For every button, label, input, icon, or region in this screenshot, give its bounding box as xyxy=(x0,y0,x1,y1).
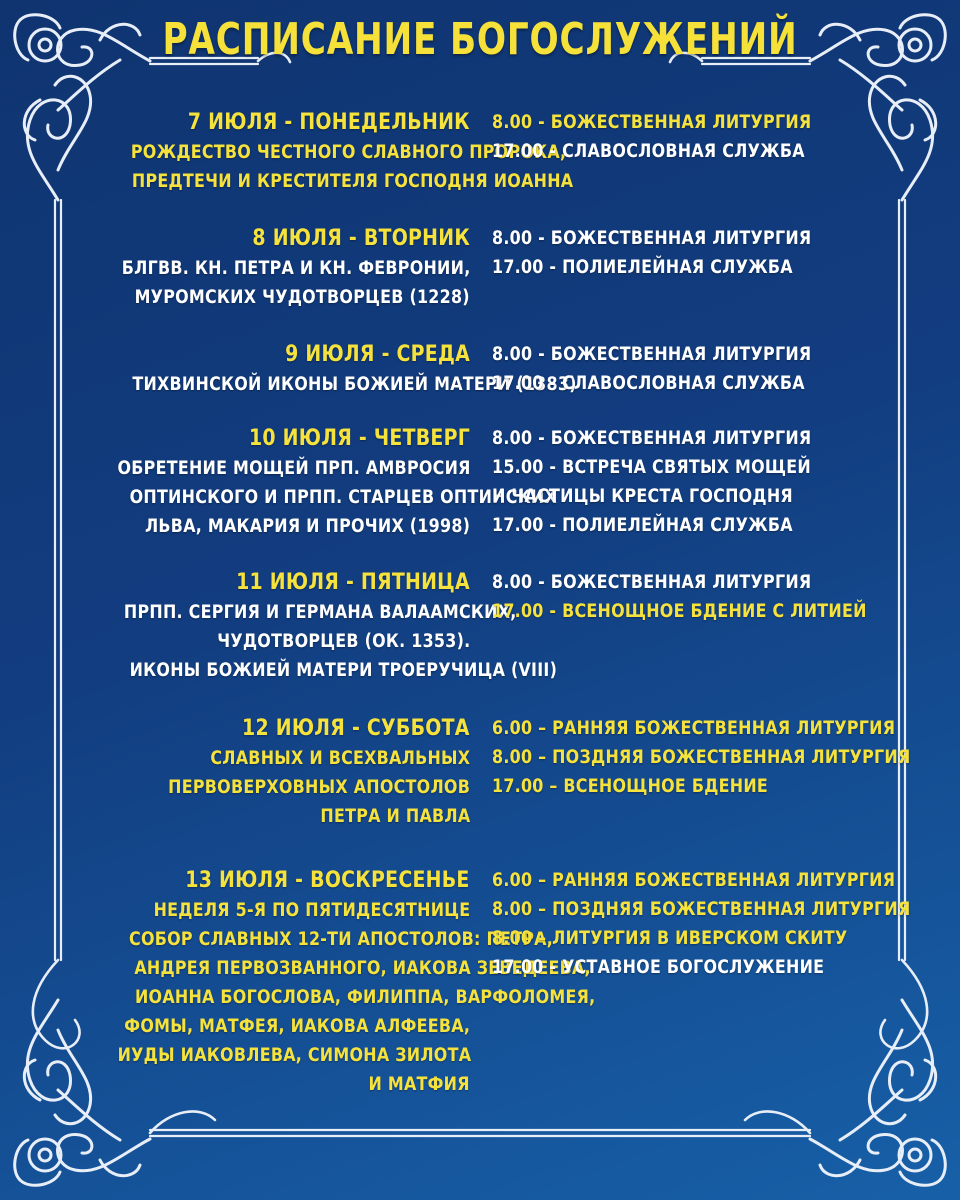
day-description-line: ПЕТРА И ПАВЛА xyxy=(319,806,470,827)
day-description-line: ПЕРВОВЕРХОВНЫХ АПОСТОЛОВ xyxy=(168,777,470,798)
service-line: 17.00 - ВСЕНОЩНОЕ БДЕНИЕ С ЛИТИЕЙ xyxy=(492,601,867,622)
day-description-line: НЕДЕЛЯ 5-Я ПО ПЯТИДЕСЯТНИЦЕ xyxy=(153,900,470,921)
day-description-line: ТИХВИНСКОЙ ИКОНЫ БОЖИЕЙ МАТЕРИ (1383) xyxy=(132,374,577,395)
service-line: 8.00 – ПОЗДНЯЯ БОЖЕСТВЕННАЯ ЛИТУРГИЯ xyxy=(492,747,911,768)
day-description-line: РОЖДЕСТВО ЧЕСТНОГО СЛАВНОГО ПРОРОКА, xyxy=(130,142,567,163)
day-date: 12 ИЮЛЯ - СУББОТА xyxy=(242,716,470,741)
service-line: 8.00 – ПОЗДНЯЯ БОЖЕСТВЕННАЯ ЛИТУРГИЯ xyxy=(492,899,911,920)
day-description-line: И МАТФИЯ xyxy=(368,1074,470,1095)
day-description-line: ОПТИНСКОГО И ПРПП. СТАРЦЕВ ОПТИНСКИХ xyxy=(129,487,558,508)
day-description-line: ИКОНЫ БОЖИЕЙ МАТЕРИ ТРОЕРУЧИЦА (VIII) xyxy=(129,660,558,681)
service-line: 17.00 - СЛАВОСЛОВНАЯ СЛУЖБА xyxy=(492,373,805,394)
service-line: 15.00 - ВСТРЕЧА СВЯТЫХ МОЩЕЙ xyxy=(492,457,811,478)
day-date: 7 ИЮЛЯ - ПОНЕДЕЛЬНИК xyxy=(188,110,470,135)
day-description-line: МУРОМСКИХ ЧУДОТВОРЦЕВ (1228) xyxy=(134,287,470,308)
day-description-line: ОБРЕТЕНИЕ МОЩЕЙ ПРП. АМВРОСИЯ xyxy=(117,458,471,479)
service-line: 17.00 – ВСЕНОЩНОЕ БДЕНИЕ xyxy=(492,776,769,797)
day-description-line: ИУДЫ ИАКОВЛЕВА, СИМОНА ЗИЛОТА xyxy=(117,1045,472,1066)
service-line: 6.00 – РАННЯЯ БОЖЕСТВЕННАЯ ЛИТУРГИЯ xyxy=(492,870,896,891)
service-line: 8.00 - БОЖЕСТВЕННАЯ ЛИТУРГИЯ xyxy=(492,344,812,365)
service-line: 17.00 - СЛАВОСЛОВНАЯ СЛУЖБА xyxy=(492,141,805,162)
day-description-line: ПРЕДТЕЧИ И КРЕСТИТЕЛЯ ГОСПОДНЯ ИОАННА xyxy=(131,171,574,192)
page-title: РАСПИСАНИЕ БОГОСЛУЖЕНИЙ xyxy=(162,14,798,65)
day-description-line: ИОАННА БОГОСЛОВА, ФИЛИППА, ВАРФОЛОМЕЯ, xyxy=(134,987,596,1008)
day-date: 8 ИЮЛЯ - ВТОРНИК xyxy=(252,226,470,251)
day-description-line: ПРПП. СЕРГИЯ И ГЕРМАНА ВАЛААМСКИХ, xyxy=(123,602,517,623)
service-line: 8.00 - БОЖЕСТВЕННАЯ ЛИТУРГИЯ xyxy=(492,572,812,593)
day-description-line: АНДРЕЯ ПЕРВОЗВАННОГО, ИАКОВА ЗЕВЕДЕЕВА, xyxy=(134,958,591,979)
service-line: 17.00 - ПОЛИЕЛЕЙНАЯ СЛУЖБА xyxy=(492,257,793,278)
day-date: 10 ИЮЛЯ - ЧЕТВЕРГ xyxy=(248,426,470,451)
day-description-line: БЛГВВ. КН. ПЕТРА И КН. ФЕВРОНИИ, xyxy=(121,258,470,279)
service-line: 8.00 - БОЖЕСТВЕННАЯ ЛИТУРГИЯ xyxy=(492,428,812,449)
day-description-line: ЛЬВА, МАКАРИЯ И ПРОЧИХ (1998) xyxy=(144,516,470,537)
day-description-line: ФОМЫ, МАТФЕЯ, ИАКОВА АЛФЕЕВА, xyxy=(124,1016,470,1037)
day-date: 13 ИЮЛЯ - ВОСКРЕСЕНЬЕ xyxy=(185,868,470,893)
day-description-line: СЛАВНЫХ И ВСЕХВАЛЬНЫХ xyxy=(209,748,470,769)
service-line: 17.00 - УСТАВНОЕ БОГОСЛУЖЕНИЕ xyxy=(492,957,825,978)
day-date: 9 ИЮЛЯ - СРЕДА xyxy=(285,342,470,367)
day-description-line: ЧУДОТВОРЦЕВ (ОК. 1353). xyxy=(216,631,470,652)
service-line: 8.00 – ЛИТУРГИЯ В ИВЕРСКОМ СКИТУ xyxy=(492,928,848,949)
service-line: 17.00 - ПОЛИЕЛЕЙНАЯ СЛУЖБА xyxy=(492,515,793,536)
service-line: 8.00 - БОЖЕСТВЕННАЯ ЛИТУРГИЯ xyxy=(492,112,812,133)
service-line: 6.00 – РАННЯЯ БОЖЕСТВЕННАЯ ЛИТУРГИЯ xyxy=(492,718,896,739)
day-description-line: СОБОР СЛАВНЫХ 12-ТИ АПОСТОЛОВ: ПЕТРА, xyxy=(129,929,554,950)
day-date: 11 ИЮЛЯ - ПЯТНИЦА xyxy=(236,570,470,595)
service-line: И ЧАСТИЦЫ КРЕСТА ГОСПОДНЯ xyxy=(492,486,793,507)
service-line: 8.00 - БОЖЕСТВЕННАЯ ЛИТУРГИЯ xyxy=(492,228,812,249)
